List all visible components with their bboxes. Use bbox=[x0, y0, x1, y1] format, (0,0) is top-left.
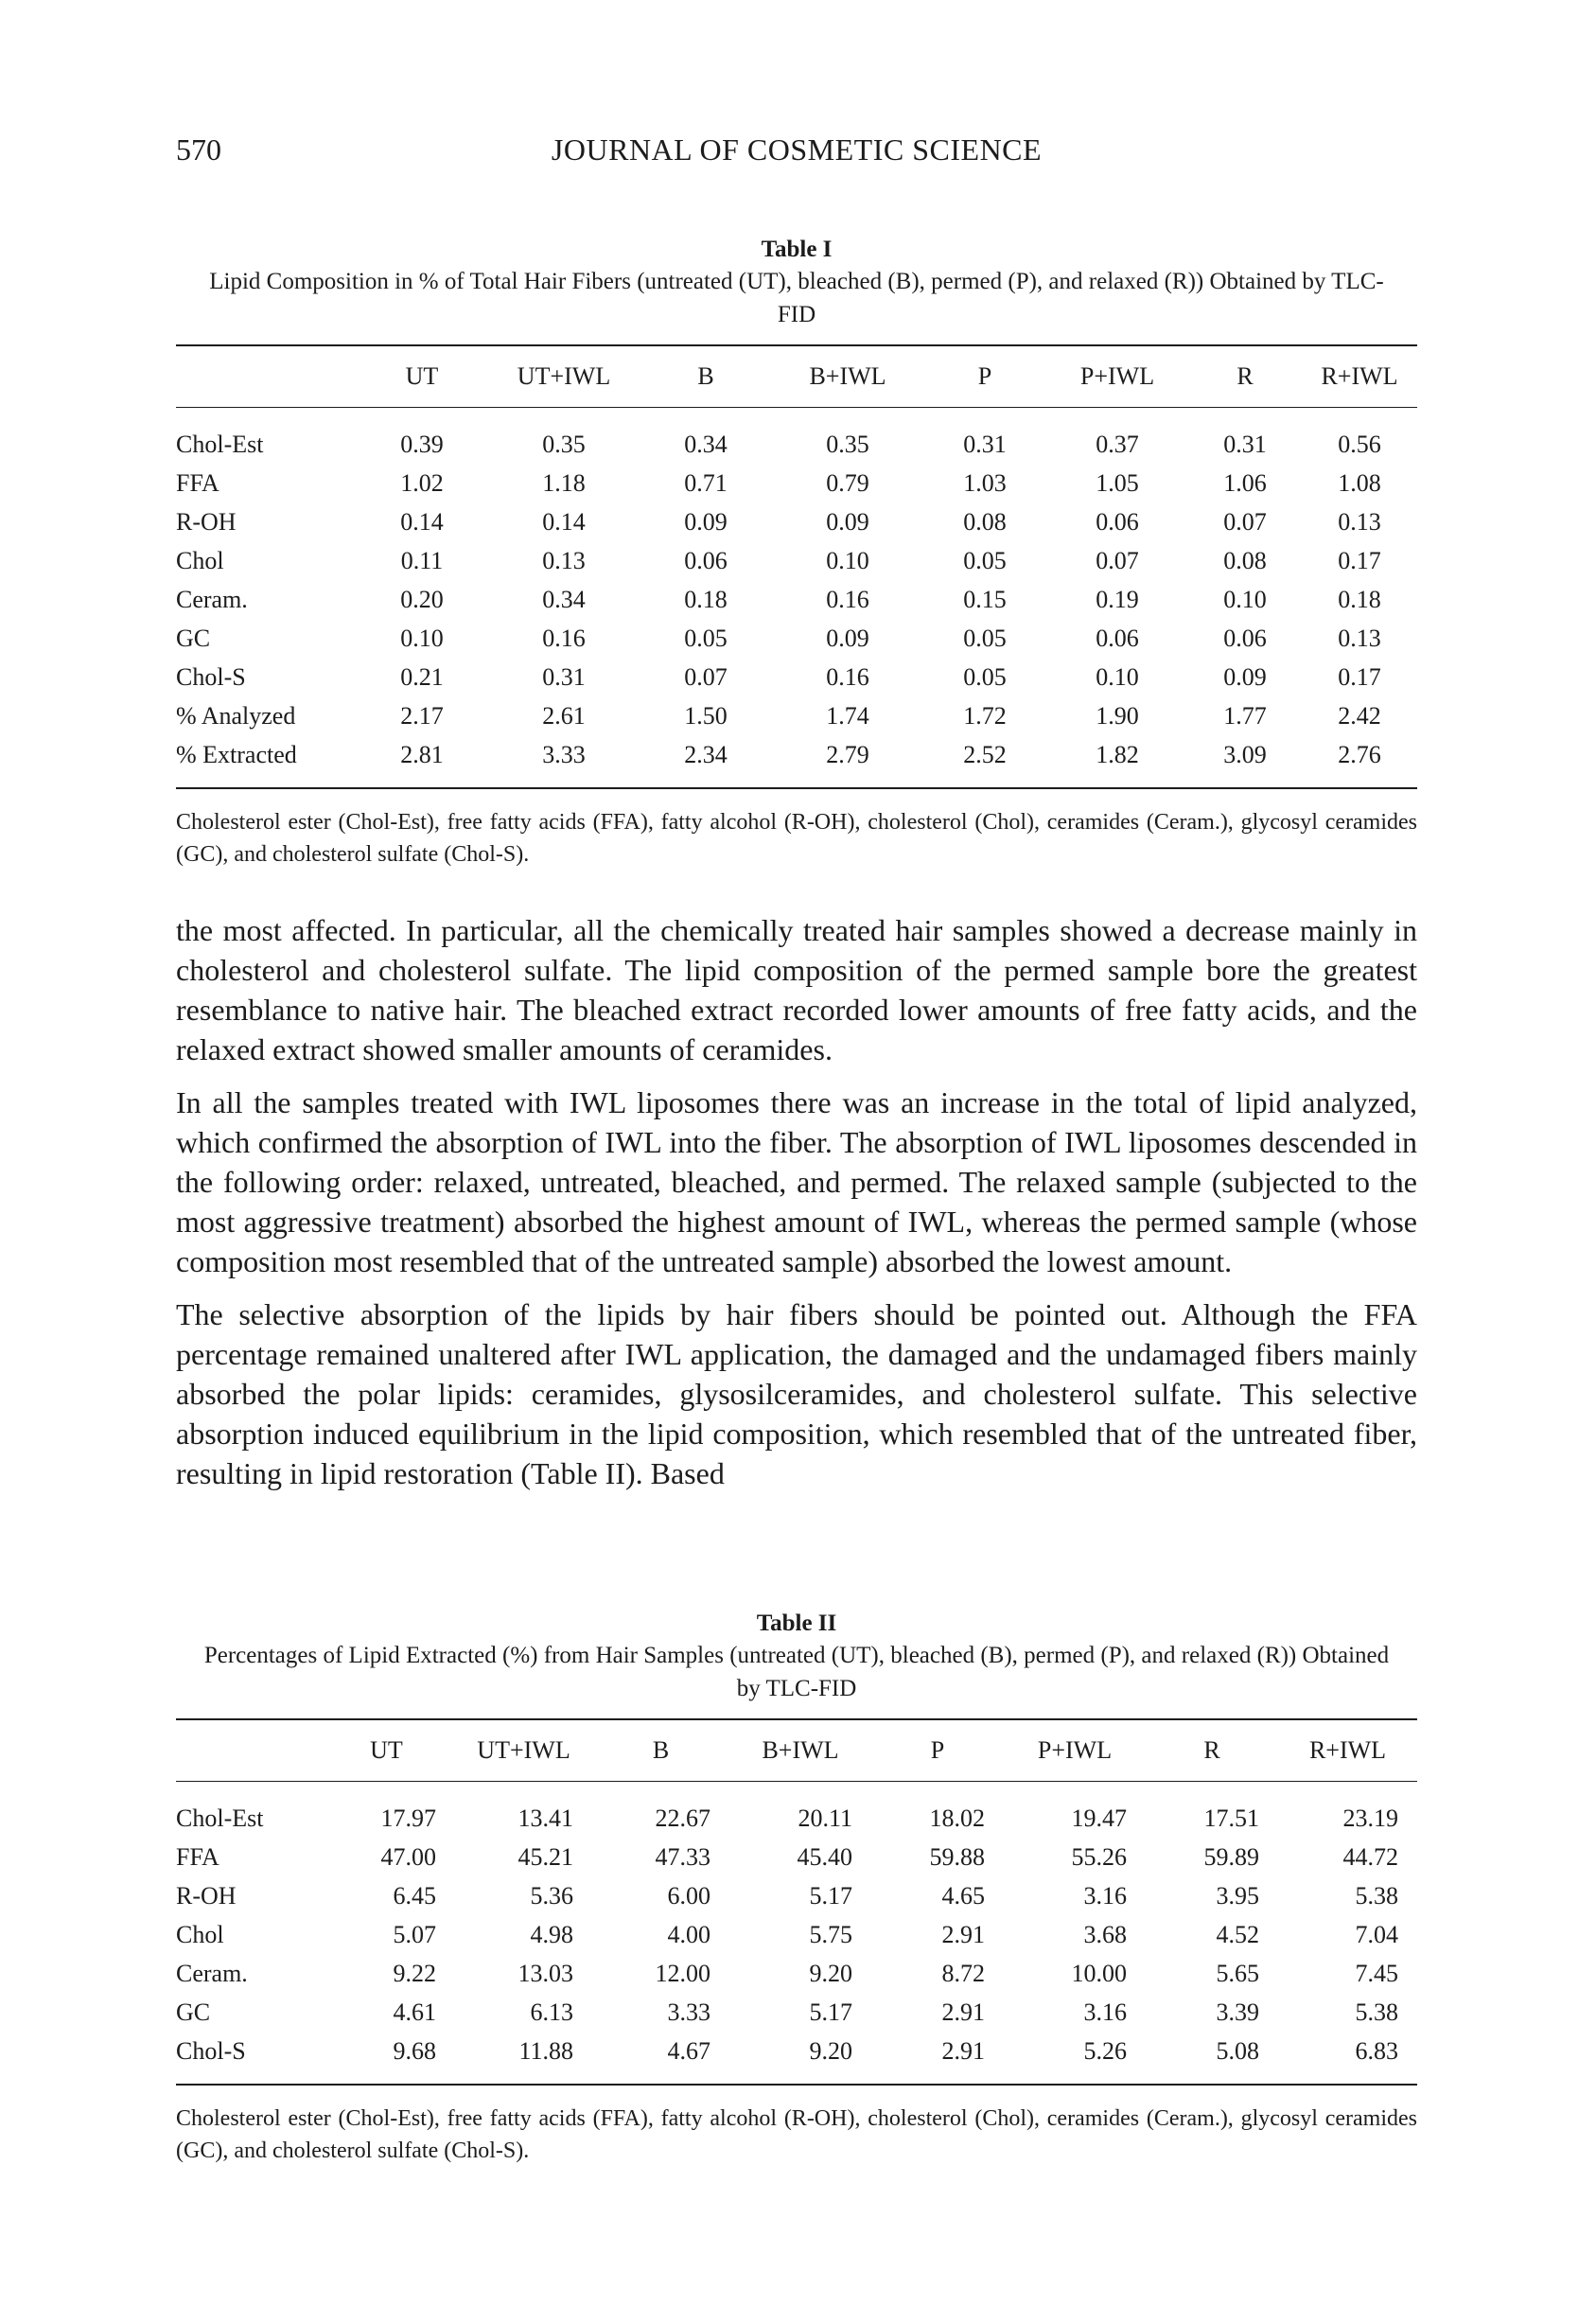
row-label: Chol-S bbox=[176, 2032, 318, 2085]
table-cell: 5.65 bbox=[1216, 1959, 1259, 1987]
table-cell: 12.00 bbox=[655, 1959, 710, 1987]
table-cell: 13.03 bbox=[517, 1959, 573, 1987]
row-label: Chol-Est bbox=[176, 430, 264, 458]
table-cell: 2.34 bbox=[640, 735, 772, 788]
table-cell: 0.19 bbox=[1096, 585, 1139, 613]
table-cell: 2.91 bbox=[941, 1998, 985, 2026]
table-cell: 0.11 bbox=[400, 546, 444, 574]
table-2-header-row bbox=[176, 1719, 1417, 1782]
table-cell: 5.17 bbox=[809, 1998, 852, 2026]
table-cell: 0.09 bbox=[826, 624, 869, 652]
table-cell: 0.06 bbox=[1096, 507, 1139, 536]
table-cell: 3.68 bbox=[1083, 1920, 1127, 1948]
table-cell: 0.09 bbox=[684, 507, 728, 536]
column-header: B bbox=[592, 1719, 729, 1782]
column-header: R+IWL bbox=[1278, 1719, 1417, 1782]
table-cell: 1.02 bbox=[400, 468, 444, 497]
table-2-footnote: Cholesterol ester (Chol-Est), free fatty acids (FFA), fatty alcohol (R-OH), cholesterol (Chol), ceramides (Ceram.), glycosyl ceramides (GC), and cholesterol sulfate (Chol-S). bbox=[176, 2106, 1417, 2163]
table-2-corner-header bbox=[176, 1719, 318, 1782]
table-cell: 2.17 bbox=[400, 701, 444, 730]
table-cell: 4.65 bbox=[941, 1881, 985, 1910]
table-cell: 19.47 bbox=[1071, 1804, 1127, 1832]
row-label: Ceram. bbox=[176, 1959, 248, 1987]
table-cell: 3.95 bbox=[1216, 1881, 1259, 1910]
table-1-row bbox=[176, 541, 1417, 580]
table-cell: 0.79 bbox=[826, 468, 869, 497]
table-cell: 4.00 bbox=[667, 1920, 710, 1948]
table-2-row bbox=[176, 1954, 1417, 1993]
table-cell: 1.77 bbox=[1223, 701, 1267, 730]
table-cell: 2.61 bbox=[542, 701, 586, 730]
table-cell: 5.38 bbox=[1355, 1998, 1398, 2026]
table-cell: 47.00 bbox=[380, 1842, 436, 1871]
table-cell: 6.83 bbox=[1278, 2032, 1417, 2085]
table-cell: 8.72 bbox=[941, 1959, 985, 1987]
row-label: R-OH bbox=[176, 1881, 237, 1910]
row-label: GC bbox=[176, 624, 211, 652]
table-cell: 18.02 bbox=[929, 1804, 985, 1832]
table-cell: 4.61 bbox=[393, 1998, 436, 2026]
table-cell: 0.09 bbox=[826, 507, 869, 536]
table-cell: 2.81 bbox=[356, 735, 488, 788]
table-1-footnote: Cholesterol ester (Chol-Est), free fatty acids (FFA), fatty alcohol (R-OH), cholesterol (Chol), ceramides (Ceram.), glycosyl ceramides (GC), and cholesterol sulfate (Chol-S). bbox=[176, 810, 1417, 867]
table-cell: 0.34 bbox=[684, 430, 728, 458]
table-cell: 7.04 bbox=[1355, 1920, 1398, 1948]
table-cell: 0.13 bbox=[1338, 624, 1381, 652]
table-cell: 2.42 bbox=[1338, 701, 1381, 730]
column-header: P+IWL bbox=[1046, 345, 1188, 408]
column-header: UT bbox=[356, 345, 488, 408]
table-cell: 1.82 bbox=[1046, 735, 1188, 788]
table-cell: 0.06 bbox=[684, 546, 728, 574]
running-head bbox=[176, 127, 1417, 172]
table-cell: 13.41 bbox=[517, 1804, 573, 1832]
table-cell: 0.15 bbox=[963, 585, 1007, 613]
table-cell: 0.18 bbox=[684, 585, 728, 613]
table-cell: 0.16 bbox=[826, 585, 869, 613]
table-cell: 45.40 bbox=[797, 1842, 852, 1871]
table-cell: 1.50 bbox=[684, 701, 728, 730]
table-2-row bbox=[176, 1915, 1417, 1954]
table-cell: 9.68 bbox=[318, 2032, 455, 2085]
table-2-title: Table II bbox=[756, 1611, 837, 1636]
table-cell: 0.17 bbox=[1338, 662, 1381, 691]
paragraph: the most affected. In particular, all the chemically treated hair samples showed a decrease mainly in cholesterol and cholesterol sulfate. The lipid composition of the permed sample bore the greatest resemblance to native hair. The bleached extract recorded lower amounts of free fatty acids, and the relaxed extract showed smaller amounts of ceramides. bbox=[176, 913, 1417, 1066]
table-cell: 0.07 bbox=[1096, 546, 1139, 574]
table-cell: 3.16 bbox=[1083, 1998, 1127, 2026]
table-cell: 0.31 bbox=[963, 430, 1007, 458]
table-1 bbox=[176, 235, 1417, 871]
column-header: P bbox=[923, 345, 1046, 408]
table-2-caption: Percentages of Lipid Extracted (%) from Hair Samples (untreated (UT), bleached (B), permed (P), and relaxed (R)) Obtained by TLC-FID bbox=[203, 1643, 1390, 1701]
row-label: Chol bbox=[176, 1920, 224, 1948]
table-cell: 0.37 bbox=[1096, 430, 1139, 458]
table-cell: 0.10 bbox=[400, 624, 444, 652]
table-cell: 0.13 bbox=[1338, 507, 1381, 536]
table-1-row bbox=[176, 696, 1417, 735]
table-cell: 0.07 bbox=[1223, 507, 1267, 536]
table-cell: 1.18 bbox=[542, 468, 586, 497]
column-header: P+IWL bbox=[1004, 1719, 1146, 1782]
table-1-row bbox=[176, 408, 1417, 465]
table-cell: 1.03 bbox=[963, 468, 1007, 497]
table-2-row bbox=[176, 2032, 1417, 2085]
table-cell: 6.00 bbox=[667, 1881, 710, 1910]
table-cell: 9.22 bbox=[393, 1959, 436, 1987]
table-2-row bbox=[176, 1782, 1417, 1839]
table-cell: 1.90 bbox=[1096, 701, 1139, 730]
table-1-row bbox=[176, 502, 1417, 541]
table-cell: 3.39 bbox=[1216, 1998, 1259, 2026]
table-cell: 0.16 bbox=[826, 662, 869, 691]
table-cell: 2.76 bbox=[1302, 735, 1417, 788]
row-label: R-OH bbox=[176, 507, 237, 536]
table-cell: 59.89 bbox=[1203, 1842, 1259, 1871]
table-2-grid bbox=[176, 1718, 1417, 2086]
table-cell: 2.91 bbox=[941, 1920, 985, 1948]
table-cell: 3.33 bbox=[488, 735, 640, 788]
table-cell: 5.17 bbox=[809, 1881, 852, 1910]
paragraph: In all the samples treated with IWL liposomes there was an increase in the total of lipid analyzed, which confirmed the absorption of IWL into the fiber. The absorption of IWL liposomes descended in the following order: relaxed, untreated, bleached, and permed. The relaxed sample (subjected to the most aggressive treatment) absorbed the highest amount of IWL, whereas the permed sample (whose composition most resembled that of the untreated sample) absorbed the lowest amount. bbox=[176, 1085, 1417, 1278]
table-1-corner-header bbox=[176, 345, 356, 408]
table-cell: 0.05 bbox=[963, 662, 1007, 691]
table-cell: 0.05 bbox=[963, 624, 1007, 652]
table-cell: 17.97 bbox=[380, 1804, 436, 1832]
table-cell: 6.45 bbox=[393, 1881, 436, 1910]
table-cell: 3.09 bbox=[1188, 735, 1302, 788]
table-cell: 2.91 bbox=[871, 2032, 1004, 2085]
row-label: Chol-S bbox=[176, 662, 246, 691]
table-cell: 0.14 bbox=[400, 507, 444, 536]
table-cell: 3.16 bbox=[1083, 1881, 1127, 1910]
table-cell: 17.51 bbox=[1203, 1804, 1259, 1832]
column-header: UT+IWL bbox=[488, 345, 640, 408]
column-header: R bbox=[1146, 1719, 1278, 1782]
row-label: FFA bbox=[176, 1842, 219, 1871]
column-header: R bbox=[1188, 345, 1302, 408]
table-cell: 0.17 bbox=[1338, 546, 1381, 574]
table-cell: 0.05 bbox=[963, 546, 1007, 574]
table-1-row bbox=[176, 464, 1417, 502]
table-cell: 0.08 bbox=[1223, 546, 1267, 574]
table-cell: 9.20 bbox=[809, 1959, 852, 1987]
table-2-row bbox=[176, 1993, 1417, 2032]
column-header: B+IWL bbox=[772, 345, 923, 408]
table-2-row bbox=[176, 1838, 1417, 1876]
row-label: % Extracted bbox=[176, 735, 356, 788]
table-cell: 5.38 bbox=[1355, 1881, 1398, 1910]
table-cell: 7.45 bbox=[1355, 1959, 1398, 1987]
table-cell: 10.00 bbox=[1071, 1959, 1127, 1987]
column-header: P bbox=[871, 1719, 1004, 1782]
table-cell: 0.20 bbox=[400, 585, 444, 613]
table-1-header-row bbox=[176, 345, 1417, 408]
column-header: B bbox=[640, 345, 772, 408]
table-cell: 0.06 bbox=[1223, 624, 1267, 652]
table-cell: 3.33 bbox=[667, 1998, 710, 2026]
body-text bbox=[176, 910, 1417, 1506]
table-cell: 45.21 bbox=[517, 1842, 573, 1871]
table-2-row bbox=[176, 1876, 1417, 1915]
column-header: B+IWL bbox=[729, 1719, 871, 1782]
table-1-grid bbox=[176, 344, 1417, 789]
column-header: UT bbox=[318, 1719, 455, 1782]
table-cell: 0.31 bbox=[542, 662, 586, 691]
table-cell: 0.35 bbox=[542, 430, 586, 458]
table-cell: 0.10 bbox=[826, 546, 869, 574]
table-cell: 11.88 bbox=[455, 2032, 592, 2085]
table-cell: 0.34 bbox=[542, 585, 586, 613]
table-cell: 2.52 bbox=[923, 735, 1046, 788]
row-label: Chol bbox=[176, 546, 224, 574]
table-cell: 4.67 bbox=[592, 2032, 729, 2085]
table-cell: 20.11 bbox=[798, 1804, 852, 1832]
row-label: FFA bbox=[176, 468, 219, 497]
table-cell: 1.08 bbox=[1338, 468, 1381, 497]
column-header: UT+IWL bbox=[455, 1719, 592, 1782]
table-cell: 5.75 bbox=[809, 1920, 852, 1948]
table-1-title: Table I bbox=[761, 237, 833, 262]
table-cell: 22.67 bbox=[655, 1804, 710, 1832]
table-cell: 5.36 bbox=[530, 1881, 573, 1910]
page-number: 570 bbox=[176, 132, 221, 167]
table-cell: 0.21 bbox=[400, 662, 444, 691]
table-cell: 9.20 bbox=[729, 2032, 871, 2085]
row-label: % Analyzed bbox=[176, 701, 296, 730]
table-cell: 0.05 bbox=[684, 624, 728, 652]
table-1-row bbox=[176, 658, 1417, 696]
table-1-row bbox=[176, 735, 1417, 788]
table-cell: 0.06 bbox=[1096, 624, 1139, 652]
table-cell: 0.31 bbox=[1223, 430, 1267, 458]
table-cell: 0.07 bbox=[684, 662, 728, 691]
table-cell: 4.52 bbox=[1216, 1920, 1259, 1948]
table-cell: 0.35 bbox=[826, 430, 869, 458]
table-cell: 0.13 bbox=[542, 546, 586, 574]
table-cell: 1.06 bbox=[1223, 468, 1267, 497]
table-cell: 0.56 bbox=[1338, 430, 1381, 458]
table-cell: 0.10 bbox=[1223, 585, 1267, 613]
table-cell: 5.07 bbox=[393, 1920, 436, 1948]
column-header: R+IWL bbox=[1302, 345, 1417, 408]
row-label: Chol-Est bbox=[176, 1804, 264, 1832]
table-cell: 5.08 bbox=[1146, 2032, 1278, 2085]
table-cell: 0.14 bbox=[542, 507, 586, 536]
table-cell: 0.71 bbox=[684, 468, 728, 497]
table-2 bbox=[176, 1609, 1417, 2167]
table-cell: 47.33 bbox=[655, 1842, 710, 1871]
table-cell: 1.72 bbox=[963, 701, 1007, 730]
table-cell: 0.39 bbox=[400, 430, 444, 458]
table-cell: 1.05 bbox=[1096, 468, 1139, 497]
table-cell: 0.18 bbox=[1338, 585, 1381, 613]
table-cell: 23.19 bbox=[1342, 1804, 1398, 1832]
table-cell: 0.09 bbox=[1223, 662, 1267, 691]
table-cell: 0.16 bbox=[542, 624, 586, 652]
table-cell: 4.98 bbox=[530, 1920, 573, 1948]
table-cell: 0.10 bbox=[1096, 662, 1139, 691]
table-1-row bbox=[176, 580, 1417, 619]
paragraph: The selective absorption of the lipids by hair fibers should be pointed out. Although the FFA percentage remained unaltered after IWL application, the damaged and the undamaged fibers mainly absorbed the polar lipids: ceramides, glysosilceramides, and cholesterol sulfate. This selective absorption induced equilibrium in the lipid composition, which resembled that of the untreated fiber, resulting in lipid restoration (Table II). Based bbox=[176, 1297, 1417, 1490]
table-cell: 6.13 bbox=[530, 1998, 573, 2026]
row-label: GC bbox=[176, 1998, 211, 2026]
table-cell: 2.79 bbox=[772, 735, 923, 788]
table-1-row bbox=[176, 619, 1417, 658]
journal-title: JOURNAL OF COSMETIC SCIENCE bbox=[551, 132, 1043, 167]
row-label: Ceram. bbox=[176, 585, 248, 613]
table-cell: 1.74 bbox=[826, 701, 869, 730]
table-cell: 55.26 bbox=[1071, 1842, 1127, 1871]
table-cell: 59.88 bbox=[929, 1842, 985, 1871]
table-cell: 0.08 bbox=[963, 507, 1007, 536]
table-cell: 5.26 bbox=[1004, 2032, 1146, 2085]
table-1-caption: Lipid Composition in % of Total Hair Fibers (untreated (UT), bleached (B), permed (P), and relaxed (R)) Obtained by TLC-FID bbox=[209, 269, 1384, 327]
table-cell: 44.72 bbox=[1342, 1842, 1398, 1871]
